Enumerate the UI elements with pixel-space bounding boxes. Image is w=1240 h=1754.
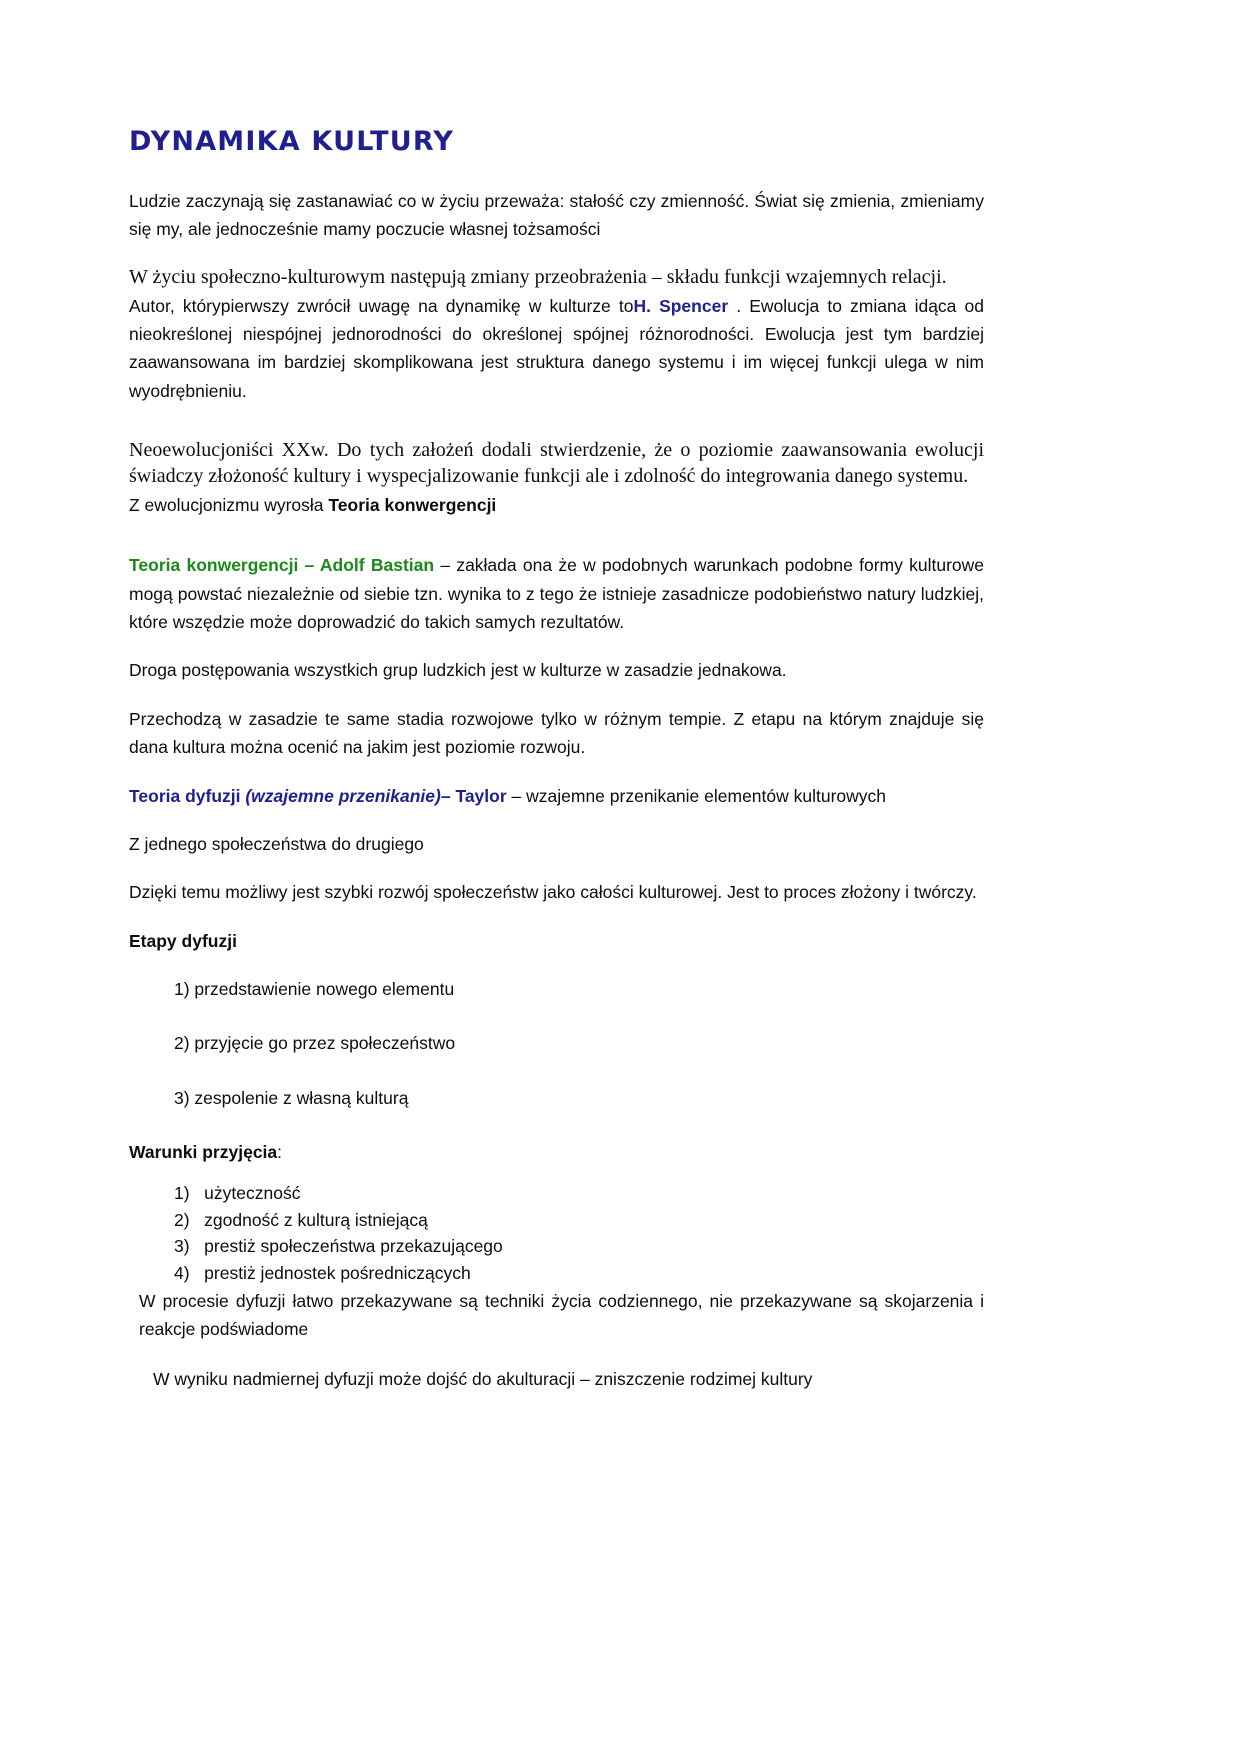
warunki-heading-bold: Warunki przyjęcia — [129, 1141, 278, 1162]
dyfuzja-subtitle-italic: (wzajemne przenikanie) — [245, 785, 441, 806]
spacer — [129, 539, 984, 551]
spencer-paragraph — [129, 292, 984, 405]
list-item: 3) prestiż społeczeństwa przekazującego — [174, 1236, 503, 1257]
etapy-heading: Etapy dyfuzji — [129, 930, 237, 951]
list-item: 1) użyteczność — [174, 1183, 301, 1204]
list-item: 4) prestiż jednostek pośredniczących — [174, 1263, 471, 1284]
wyrosla-bold: Teoria konwergencji — [328, 495, 497, 516]
spencer-highlight: H. Spencer — [633, 295, 729, 316]
dyfuzja-author: – Taylor — [440, 785, 507, 806]
serif-paragraph-2: Neoewolucjoniści XXw. Do tych założeń dodali stwierdzenie, że o poziomie zaawansowania ewolucji świadczy złożoność kultury i wyspecjalizowanie funkcji ale i zdolność do integrowania danego systemu. — [129, 439, 984, 488]
warunki-list — [129, 1180, 984, 1286]
konwergencja-body: – zakłada ona że w podobnych warunkach podobne formy kulturowe mogą powstać niezależnie od siebie tzn. wynika to z tego że istnieje zasadnicze podobieństwo natury ludzkiej, które wszędzie może doprowadzić do takich samych rezultatów. — [129, 555, 984, 633]
etapy-list — [129, 975, 984, 1112]
intro-paragraph: Ludzie zaczynają się zastanawiać co w życiu przeważa: stałość czy zmienność. Świat się zmienia, zmieniamy się my, ale jednocześnie mamy poczucie własnej tożsamości — [129, 191, 984, 240]
dyfuzja-description: – wzajemne przenikanie elementów kulturowych — [506, 785, 887, 806]
spacer — [129, 1343, 984, 1365]
wyrosla-line — [129, 491, 984, 519]
dyfuzja-line — [129, 782, 984, 810]
konwergencja-heading: Teoria konwergencji – Adolf Bastian — [129, 555, 435, 576]
serif-paragraph-1: W życiu społeczno-kulturowym następują zmiany przeobrażenia – składu funkcji wzajemnych relacji. — [129, 265, 947, 288]
warunki-heading-colon: : — [277, 1141, 283, 1162]
list-item: 3) zespolenie z własną kulturą — [174, 1087, 409, 1108]
konwergencja-paragraph — [129, 551, 984, 636]
page-title: DYNAMIKA KULTURY — [129, 126, 455, 157]
list-item: 1) przedstawienie nowego elementu — [174, 978, 455, 999]
w-wyniku-paragraph: W wyniku nadmiernej dyfuzji może dojść do akulturacji – zniszczenie rodzimej kultury — [153, 1369, 813, 1390]
z-jednego-line: Z jednego społeczeństwa do drugiego — [129, 833, 424, 854]
list-item: 2) przyjęcie go przez społeczeństwo — [174, 1033, 456, 1054]
spacer — [129, 425, 984, 437]
wyrosla-text: Z ewolucjonizmu wyrosła — [129, 495, 329, 516]
w-procesie-paragraph: W procesie dyfuzji łatwo przekazywane są techniki życia codziennego, nie przekazywane są skojarzenia i reakcje podświadome — [139, 1290, 984, 1339]
spencer-text-after: . Ewolucja to zmiana idąca od nieokreślonej niespójnej jednorodności do określonej spójnej różnorodności. Ewolucja jest tym bardziej zaawansowana im bardziej skomplikowana jest struktura danego systemu i im więcej funkcji ulega w nim wyodrębnieniu. — [129, 295, 984, 401]
list-item: 2) zgodność z kulturą istniejącą — [174, 1209, 428, 1230]
spencer-text-before: Autor, którypierwszy zwrócił uwagę na dynamikę w kulturze to — [129, 295, 634, 316]
warunki-heading — [129, 1138, 984, 1166]
dyfuzja-title: Teoria dyfuzji — [129, 785, 246, 806]
droga-paragraph: Droga postępowania wszystkich grup ludzkich jest w kulturze w zasadzie jednakowa. — [129, 660, 787, 681]
document-content — [129, 126, 984, 1394]
dzieki-paragraph: Dzięki temu możliwy jest szybki rozwój społeczeństw jako całości kulturowej. Jest to proces złożony i twórczy. — [129, 882, 977, 903]
przechodza-paragraph: Przechodzą w zasadzie te same stadia rozwojowe tylko w różnym tempie. Z etapu na którym znajduje się dana kultura można ocenić na jakim jest poziomie rozwoju. — [129, 708, 984, 758]
